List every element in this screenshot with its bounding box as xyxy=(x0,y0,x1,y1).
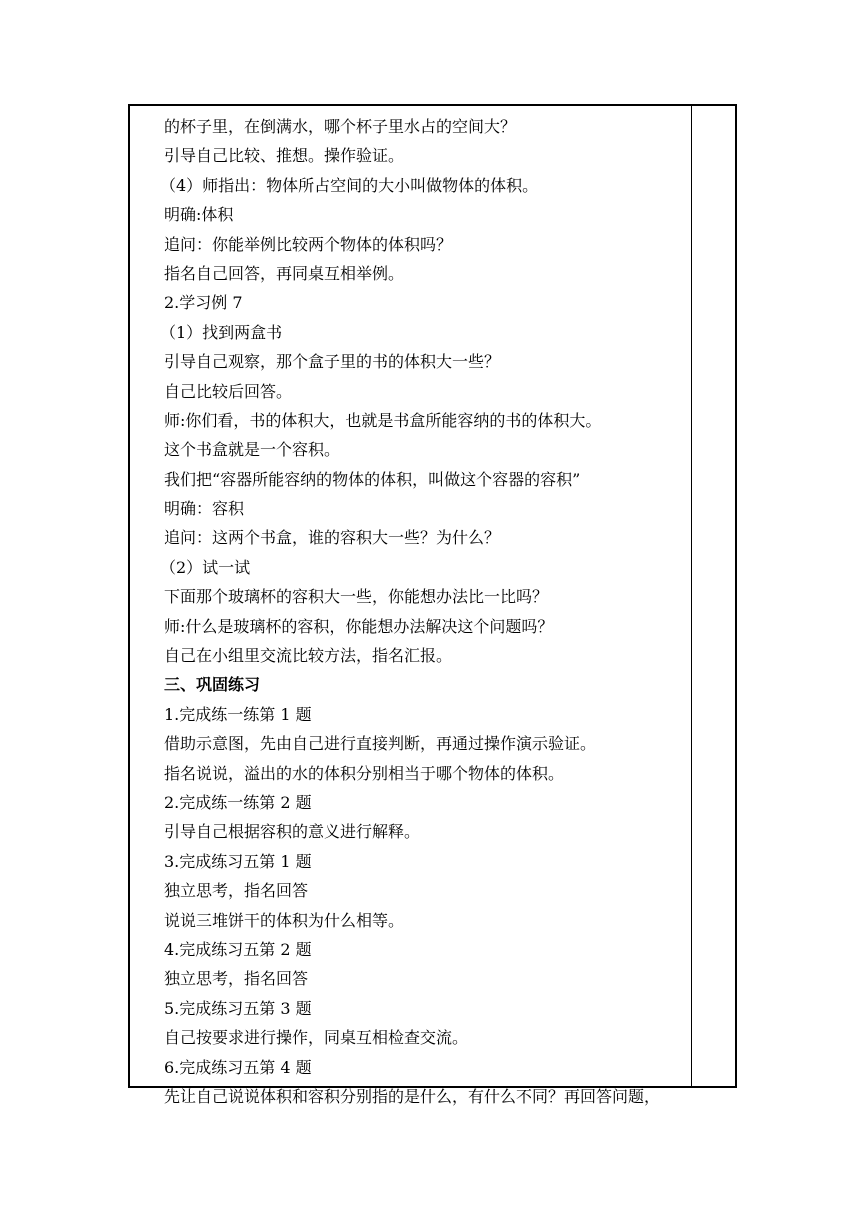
text-line: 引导自己观察，那个盒子里的书的体积大一些？ xyxy=(164,352,501,372)
text-line: 4.完成练习五第 2 题 xyxy=(164,939,312,959)
text-line: 借助示意图，先由自己进行直接判断，再通过操作演示验证。 xyxy=(164,734,597,754)
lesson-plan-table xyxy=(128,104,737,1106)
text-line: 引导自己根据容积的意义进行解释。 xyxy=(164,822,421,842)
text-line: （4）师指出：物体所占空间的大小叫做物体的体积。 xyxy=(160,175,539,195)
text-line: 先让自己说说体积和容积分别指的是什么，有什么不同？再回答问题， xyxy=(164,1086,661,1106)
text-line: 独立思考，指名回答 xyxy=(164,881,309,901)
text-line: 6.完成练习五第 4 题 xyxy=(164,1057,312,1077)
text-line: （1）找到两盒书 xyxy=(160,322,283,342)
text-line: 指名说说，溢出的水的体积分别相当于哪个物体的体积。 xyxy=(164,763,565,783)
text-line: 自己按要求进行操作，同桌互相检查交流。 xyxy=(164,1028,469,1048)
text-line: 指名自己回答，再同桌互相举例。 xyxy=(164,263,405,283)
text-line: 说说三堆饼干的体积为什么相等。 xyxy=(164,910,405,930)
text-line: 师:什么是玻璃杯的容积，你能想办法解决这个问题吗？ xyxy=(164,616,554,636)
text-line: 3.完成练习五第 1 题 xyxy=(164,851,312,871)
notes-cell xyxy=(692,106,735,1086)
text-line: 自己在小组里交流比较方法，指名汇报。 xyxy=(164,646,453,666)
text-line: 这个书盒就是一个容积。 xyxy=(164,440,341,460)
text-line: 明确：容积 xyxy=(164,499,245,519)
text-line: 的杯子里，在倒满水，哪个杯子里水占的空间大？ xyxy=(164,117,517,136)
text-line: 独立思考，指名回答 xyxy=(164,969,309,989)
section-heading: 三、巩固练习 xyxy=(164,675,261,695)
text-line: 1.完成练一练第 1 题 xyxy=(164,704,312,724)
text-line: 我们把“容器所能容纳的物体的体积，叫做这个容器的容积” xyxy=(164,469,581,489)
text-line: 追问：你能举例比较两个物体的体积吗？ xyxy=(164,234,453,254)
text-line: 自己比较后回答。 xyxy=(164,381,293,401)
text-line: （2）试一试 xyxy=(160,557,251,577)
text-line: 明确:体积 xyxy=(164,205,234,225)
text-line: 2.学习例 7 xyxy=(164,293,243,313)
text-line: 5.完成练习五第 3 题 xyxy=(164,998,312,1018)
text-line: 2.完成练一练第 2 题 xyxy=(164,792,312,812)
text-line: 下面那个玻璃杯的容积大一些，你能想办法比一比吗？ xyxy=(164,587,549,607)
text-line: 师:你们看，书的体积大，也就是书盒所能容纳的书的体积大。 xyxy=(164,410,602,430)
text-line: 追问：这两个书盒，谁的容积大一些？为什么？ xyxy=(164,528,501,548)
lesson-content-cell xyxy=(130,106,692,1106)
text-line: 引导自己比较、推想。操作验证。 xyxy=(164,146,405,166)
